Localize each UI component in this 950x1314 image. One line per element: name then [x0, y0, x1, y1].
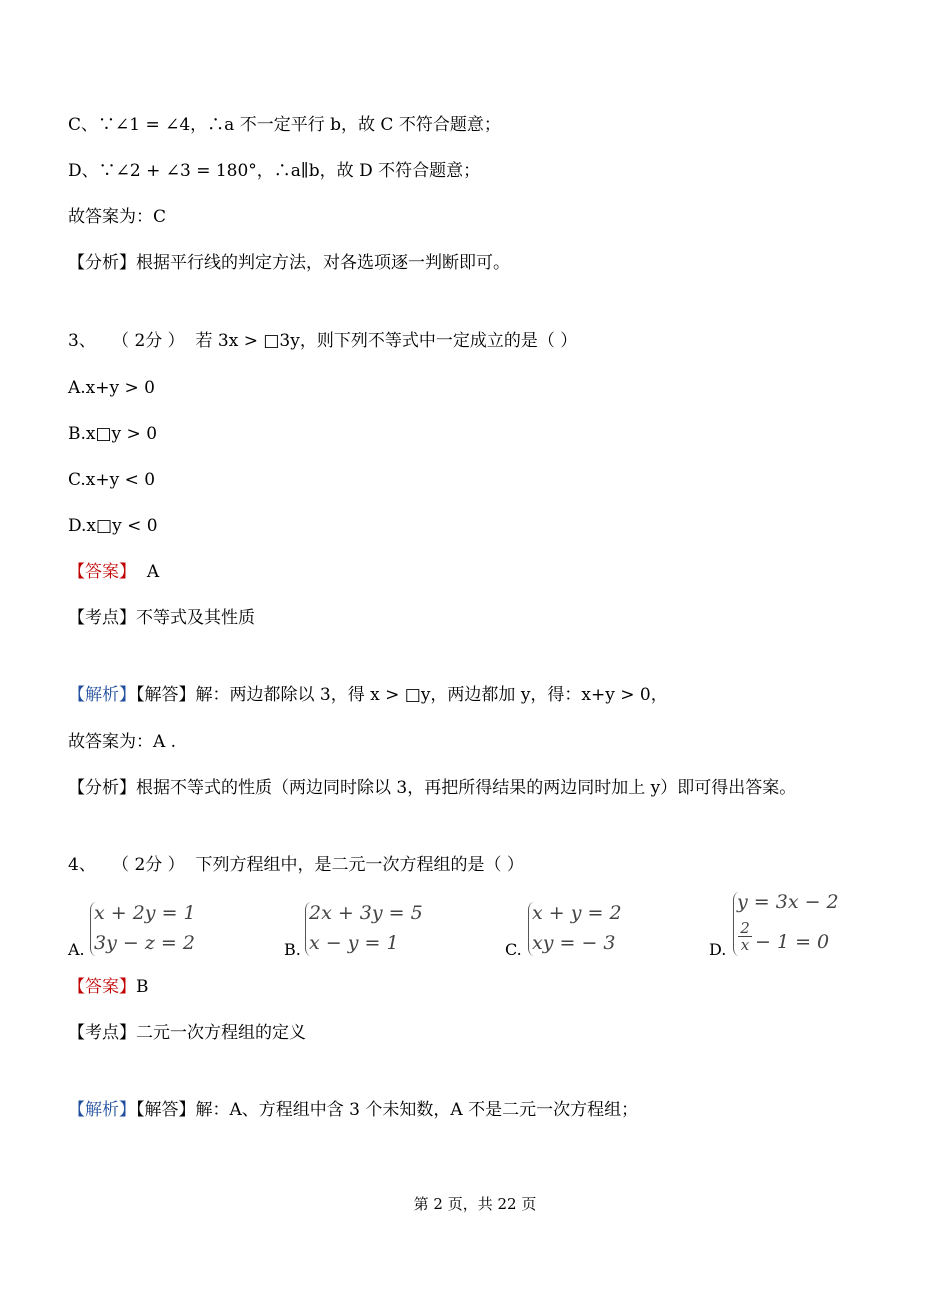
q4-option-a-eq1: x + 2y = 1: [94, 902, 196, 924]
question-score: （ 2分 ）: [112, 331, 185, 351]
analysis-label: 【分析】: [68, 253, 136, 273]
q3-header: [68, 330, 577, 352]
q4-header: [68, 854, 524, 876]
q4-option-b-eq2: x − y = 1: [309, 932, 399, 954]
q3-option-a: A.x+y > 0: [68, 378, 155, 398]
question-number: 3、: [68, 331, 96, 351]
q4-option-d-eq2-rest: − 1 = 0: [755, 931, 830, 953]
q4-option-a-label: A.: [68, 940, 85, 959]
q4-solution: [68, 1099, 638, 1121]
fraction-numerator: 2: [740, 919, 750, 937]
jiexi-label: 【解析】: [68, 1100, 136, 1120]
analysis-text: 根据不等式的性质（两边同时除以 3，再把所得结果的两边同时加上 y）即可得出答案。: [136, 778, 797, 798]
solution-text: 解：两边都除以 3，得 x > □y，两边都加 y，得：x+y > 0，: [195, 685, 668, 705]
q3-solution: [68, 684, 668, 706]
topic-label: 【考点】: [68, 608, 136, 628]
topic-text: 不等式及其性质: [136, 608, 255, 628]
q2-option-c-explanation: C、∵∠1 = ∠4，∴a 不一定平行 b，故 C 不符合题意；: [68, 115, 501, 135]
q2-option-d-explanation: D、∵∠2 + ∠3 = 180°，∴a∥b，故 D 不符合题意；: [68, 161, 481, 181]
analysis-text: 根据平行线的判定方法，对各选项逐一判断即可。: [136, 253, 510, 273]
question-stem: 下列方程组中，是二元一次方程组的是（ ）: [195, 855, 524, 875]
q4-option-d-label: D.: [709, 940, 727, 959]
q3-topic: [68, 607, 255, 629]
page-footer: 第 2 页，共 22 页: [413, 1195, 537, 1213]
question-number: 4、: [68, 855, 96, 875]
jieda-label: 【解答】: [136, 1100, 196, 1120]
q4-option-c-eq2: xy = − 3: [532, 932, 616, 954]
q4-option-b-eq1: 2x + 3y = 5: [309, 902, 423, 924]
question-stem: 若 3x > □3y，则下列不等式中一定成立的是（ ）: [195, 331, 578, 351]
answer-label: 【答案】: [68, 977, 136, 997]
answer-value: A: [146, 562, 160, 582]
q4-option-c-label: C.: [505, 940, 522, 959]
q4-option-a-eq2: 3y − z = 2: [94, 932, 195, 954]
q4-answer: [68, 976, 149, 998]
q3-option-c: C.x+y < 0: [68, 470, 156, 490]
analysis-label: 【分析】: [68, 778, 136, 798]
q3-option-d: D.x□y < 0: [68, 516, 158, 536]
question-score: （ 2分 ）: [112, 855, 185, 875]
q2-answer-line: 故答案为：C: [68, 207, 167, 227]
q3-answer: [68, 561, 159, 583]
answer-label: 【答案】: [68, 562, 136, 582]
q4-topic: [68, 1022, 306, 1044]
q4-option-d-fraction: [738, 920, 752, 953]
q3-option-b: B.x□y > 0: [68, 424, 158, 444]
q2-analysis: [68, 252, 510, 274]
solution-text: 解：A、方程组中含 3 个未知数，A 不是二元一次方程组；: [195, 1100, 639, 1120]
fraction-denominator: x: [738, 936, 752, 953]
jiexi-label: 【解析】: [68, 685, 136, 705]
jieda-label: 【解答】: [136, 685, 196, 705]
q4-option-c-eq1: x + y = 2: [532, 902, 622, 924]
answer-value: B: [136, 977, 149, 997]
q3-conclusion: 故答案为：A .: [68, 732, 177, 752]
topic-label: 【考点】: [68, 1023, 136, 1043]
q4-option-d-eq1: y = 3x − 2: [737, 891, 839, 913]
q3-analysis: [68, 777, 796, 799]
topic-text: 二元一次方程组的定义: [136, 1023, 306, 1043]
q4-option-b-label: B.: [284, 940, 301, 959]
